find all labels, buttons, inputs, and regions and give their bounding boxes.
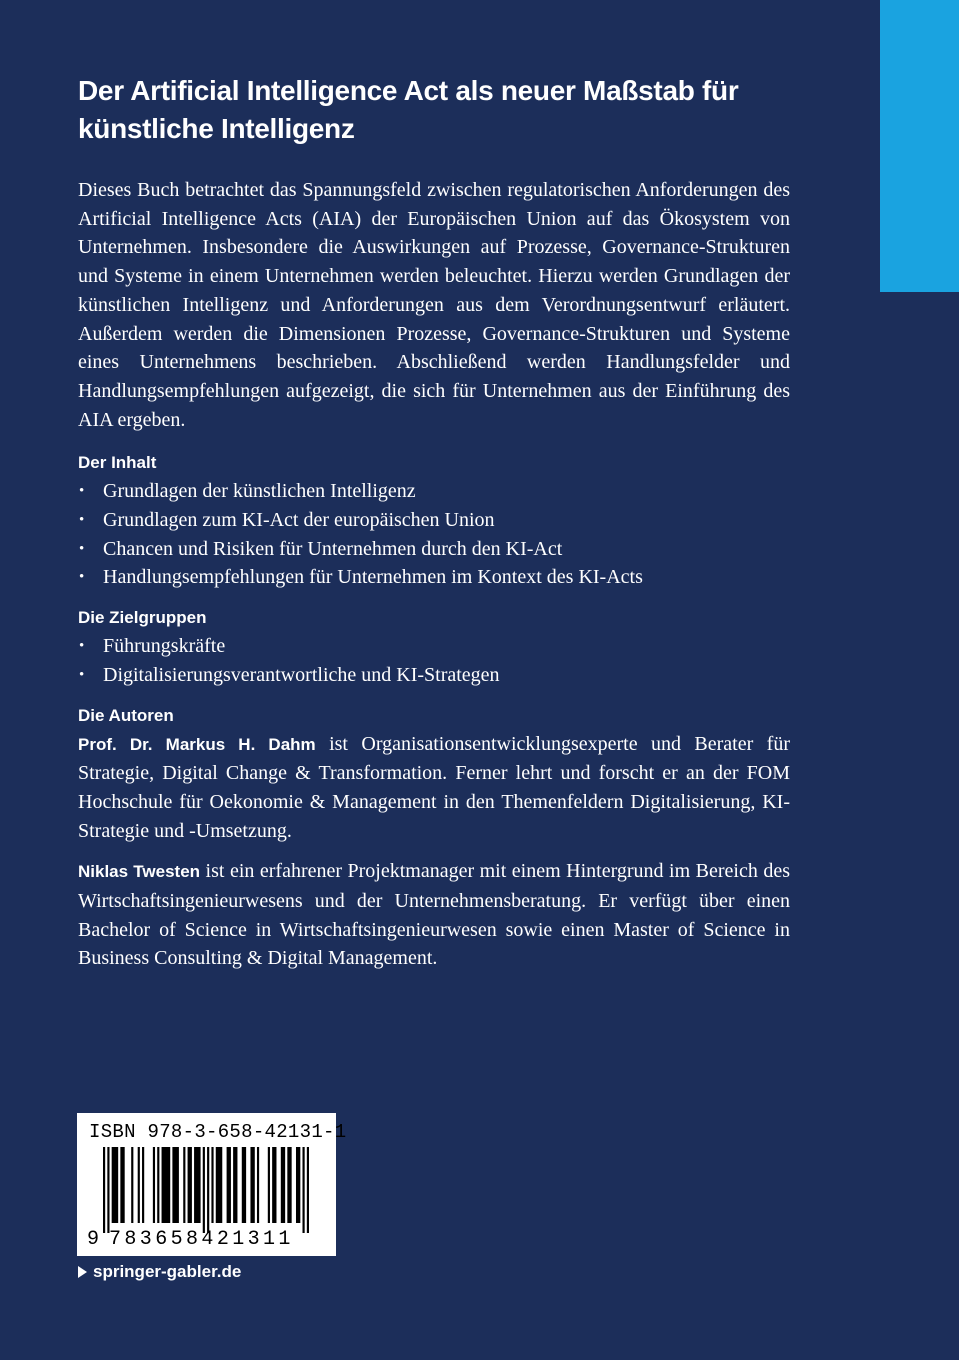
intro-paragraph: Dieses Buch betrachtet das Spannungsfeld zwischen regulatorischen Anforderungen des Artificial Intelligence Acts (AIA) der Europäischen Union auf das Ökosystem von Unternehmen. Insbesondere die Auswirkungen auf Prozesse, Governance-Strukturen und Systeme in einem Unternehmen werden beleuchtet. Hierzu werden Grundlagen der künstlichen Intelligenz und Anforderungen aus dem Verordnungsentwurf erläutert. Außerdem werden die Dimensionen Prozesse, Governance-Strukturen und Systeme eines Unternehmens beschrieben. Abschließend werden Handlungsfelder und Handlungsempfehlungen aufgezeigt, die sich für Unternehmen aus der Einführung des AIA ergeben. [78, 179, 790, 431]
barcode-bar [120, 1147, 124, 1223]
isbn-barcode [77, 1113, 347, 1256]
list-item: • Grundlagen der künstlichen Intelligenz [78, 477, 790, 506]
barcode-bar [157, 1147, 159, 1223]
bullet-icon: • [79, 666, 85, 683]
bullet-icon: • [79, 512, 85, 529]
barcode-bar [257, 1147, 259, 1223]
contents-heading: Der Inhalt [78, 453, 157, 473]
author-bio-text: ist ein erfahrener Projektmanager mit einem Hintergrund im Bereich des Wirtschaftsingenieurwesens und der Unternehmensberatung. Er verfügt über einen Bachelor of Science in Wirtschaftsingenieurwesen sowie einen Master of Science in Business Consulting & Digital Management. [78, 860, 790, 970]
list-item: • Grundlagen zum KI-Act der europäischen Union [78, 506, 790, 535]
barcode-bar [307, 1147, 309, 1233]
author-bio-text: ist Organisationsentwicklungsexperte und Berater für Strategie, Digital Change & Transformation. Ferner lehrt und forscht er an der FOM Hochschule für Oekonomie & Management in den Themenfeldern Digitalisierung, KI-Strategie und -Umsetzung. [78, 732, 790, 842]
barcode-bar [242, 1147, 246, 1223]
barcode-bar [203, 1147, 205, 1233]
barcode-bar [142, 1147, 144, 1223]
barcode-bars [103, 1147, 309, 1233]
arrow-right-icon [78, 1266, 87, 1278]
audience-heading: Die Zielgruppen [78, 608, 207, 628]
book-title: Der Artificial Intelligence Act als neuer Maßstab für künstliche Intelligenz [78, 75, 739, 144]
ean-digits: 783658421311 [109, 1228, 294, 1251]
barcode-bar [103, 1147, 105, 1233]
author-bio-dahm [78, 730, 790, 846]
barcode-bar [296, 1147, 300, 1223]
bullet-icon: • [79, 540, 85, 557]
barcode-bar [153, 1147, 155, 1223]
author-name: Niklas Twesten [78, 862, 201, 882]
publisher-link[interactable]: springer-gabler.de [78, 1262, 241, 1282]
bullet-icon: • [79, 569, 85, 586]
barcode-bar [211, 1147, 213, 1223]
barcode-bar [131, 1147, 133, 1223]
isbn-number: ISBN 978-3-658-42131-1 [89, 1121, 347, 1143]
barcode-bar [194, 1147, 201, 1223]
contents-list [78, 477, 790, 592]
list-item: • Handlungsempfehlungen für Unternehmen im Kontext des KI-Acts [78, 563, 790, 592]
author-name: Prof. Dr. Markus H. Dahm [78, 734, 316, 754]
barcode-bar [112, 1147, 119, 1223]
barcode-bar [302, 1147, 304, 1233]
barcode-bar [216, 1147, 223, 1223]
barcode-bar [138, 1147, 140, 1223]
list-item: • Chancen und Risiken für Unternehmen durch den KI-Act [78, 535, 790, 564]
barcode-bar [281, 1147, 285, 1223]
ean-first-digit: 9 [87, 1228, 100, 1251]
barcode-bar [268, 1147, 270, 1223]
bullet-icon: • [79, 483, 85, 500]
barcode-bar [233, 1147, 237, 1223]
barcode-bar [287, 1147, 291, 1223]
authors-heading: Die Autoren [78, 705, 174, 725]
barcode-bar [107, 1147, 109, 1233]
barcode-bar [172, 1147, 179, 1223]
author-bio-twesten [78, 857, 790, 973]
bullet-icon: • [79, 638, 85, 655]
list-item: • Digitalisierungsverantwortliche und KI-Strategen [78, 661, 790, 690]
barcode-bar [207, 1147, 209, 1233]
back-cover-content [78, 176, 790, 973]
barcode-bar [272, 1147, 276, 1223]
barcode-bar [162, 1147, 171, 1223]
audience-list [78, 632, 790, 689]
barcode-bar [183, 1147, 185, 1223]
barcode-bar [227, 1147, 231, 1223]
list-item: • Führungskräfte [78, 632, 790, 661]
accent-bar [880, 0, 959, 292]
barcode-bar [188, 1147, 192, 1223]
barcode-bar [250, 1147, 254, 1223]
